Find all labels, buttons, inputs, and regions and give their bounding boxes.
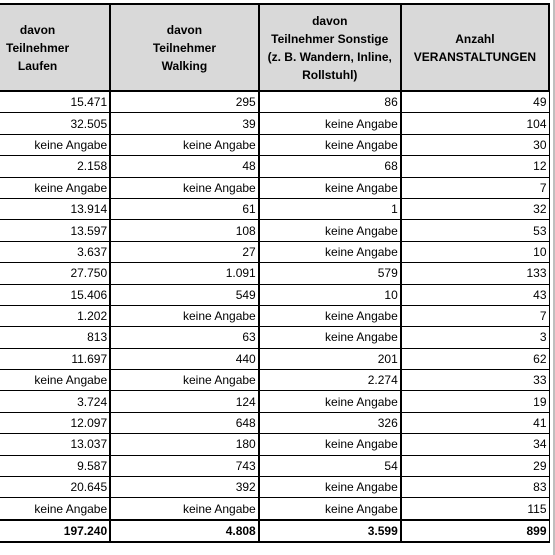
cell-laufen[interactable]: 32.505 [0, 113, 110, 134]
cell-sonstige[interactable]: keine Angabe [259, 241, 401, 262]
table-row [0, 305, 549, 326]
cell-sonstige[interactable]: 326 [259, 412, 401, 433]
header-sonstige-label: davon Teilnehmer Sonstige (z. B. Wandern, Inline, Rollstuhl) [267, 13, 392, 82]
cell-veranstaltungen[interactable]: 29 [401, 455, 549, 476]
cell-laufen[interactable]: 20.645 [0, 477, 110, 498]
cell-laufen[interactable]: 15.406 [0, 284, 110, 305]
cell-veranstaltungen[interactable]: 32 [401, 198, 549, 219]
cell-sonstige[interactable]: keine Angabe [259, 134, 401, 155]
cell-sonstige[interactable]: 68 [259, 156, 401, 177]
table-row [0, 412, 549, 433]
table-row [0, 477, 549, 498]
table-row [0, 177, 549, 198]
cell-walking[interactable]: 63 [110, 327, 259, 348]
cell-veranstaltungen[interactable]: 115 [401, 498, 549, 520]
cell-veranstaltungen[interactable]: 41 [401, 412, 549, 433]
table-row [0, 391, 549, 412]
table-row [0, 263, 549, 284]
cell-veranstaltungen[interactable]: 19 [401, 391, 549, 412]
cell-laufen[interactable]: 27.750 [0, 263, 110, 284]
total-walking[interactable]: 4.808 [110, 520, 259, 542]
cell-walking[interactable]: 39 [110, 113, 259, 134]
cell-laufen[interactable]: 13.914 [0, 198, 110, 219]
table-header [0, 4, 549, 91]
cell-veranstaltungen[interactable]: 33 [401, 370, 549, 391]
header-laufen[interactable] [0, 4, 110, 91]
table-row [0, 498, 549, 520]
cell-walking[interactable]: 124 [110, 391, 259, 412]
cell-veranstaltungen[interactable]: 34 [401, 434, 549, 455]
total-sonstige[interactable]: 3.599 [259, 520, 401, 542]
cell-walking[interactable]: 48 [110, 156, 259, 177]
table-row [0, 241, 549, 262]
cell-walking[interactable]: keine Angabe [110, 177, 259, 198]
cell-laufen[interactable]: keine Angabe [0, 498, 110, 520]
total-row [0, 520, 549, 542]
cell-sonstige[interactable]: 10 [259, 284, 401, 305]
cell-veranstaltungen[interactable]: 7 [401, 305, 549, 326]
cell-laufen[interactable]: 2.158 [0, 156, 110, 177]
cell-walking[interactable]: 440 [110, 348, 259, 369]
cell-veranstaltungen[interactable]: 30 [401, 134, 549, 155]
table-row [0, 284, 549, 305]
cell-veranstaltungen[interactable]: 49 [401, 91, 549, 113]
cell-walking[interactable]: 108 [110, 220, 259, 241]
cell-veranstaltungen[interactable]: 43 [401, 284, 549, 305]
cell-laufen[interactable]: 11.697 [0, 348, 110, 369]
cell-sonstige[interactable]: 54 [259, 455, 401, 476]
cell-laufen[interactable]: keine Angabe [0, 177, 110, 198]
cell-walking[interactable]: 27 [110, 241, 259, 262]
cell-veranstaltungen[interactable]: 104 [401, 113, 549, 134]
cell-walking[interactable]: keine Angabe [110, 370, 259, 391]
cell-walking[interactable]: 743 [110, 455, 259, 476]
cell-walking[interactable]: 1.091 [110, 263, 259, 284]
cell-sonstige[interactable]: keine Angabe [259, 434, 401, 455]
cell-sonstige[interactable]: keine Angabe [259, 220, 401, 241]
cell-sonstige[interactable]: keine Angabe [259, 305, 401, 326]
cell-laufen[interactable]: keine Angabe [0, 134, 110, 155]
participants-table [0, 3, 550, 543]
cell-laufen[interactable]: 13.597 [0, 220, 110, 241]
cell-laufen[interactable]: 12.097 [0, 412, 110, 433]
cell-sonstige[interactable]: keine Angabe [259, 498, 401, 520]
cell-walking[interactable]: keine Angabe [110, 305, 259, 326]
cell-laufen[interactable]: 9.587 [0, 455, 110, 476]
table-row [0, 113, 549, 134]
table-row [0, 348, 549, 369]
cell-sonstige[interactable]: 86 [259, 91, 401, 113]
header-veranstaltungen-label: Anzahl VERANSTALTUNGEN [413, 31, 536, 64]
total-veranstaltungen[interactable]: 899 [401, 520, 549, 542]
header-veranstaltungen[interactable] [401, 4, 549, 91]
header-sonstige[interactable] [259, 4, 401, 91]
cell-sonstige[interactable]: keine Angabe [259, 477, 401, 498]
cell-walking[interactable]: keine Angabe [110, 498, 259, 520]
cell-walking[interactable]: 180 [110, 434, 259, 455]
header-row [0, 4, 549, 91]
table-body [0, 91, 549, 542]
cell-walking[interactable]: 648 [110, 412, 259, 433]
cell-veranstaltungen[interactable]: 62 [401, 348, 549, 369]
cell-laufen[interactable]: 813 [0, 327, 110, 348]
table-row [0, 220, 549, 241]
cell-sonstige[interactable]: 201 [259, 348, 401, 369]
cell-veranstaltungen[interactable]: 3 [401, 327, 549, 348]
cell-laufen[interactable]: keine Angabe [0, 370, 110, 391]
cell-laufen[interactable]: 3.637 [0, 241, 110, 262]
table-row [0, 455, 549, 476]
cell-walking[interactable]: 392 [110, 477, 259, 498]
table-row [0, 156, 549, 177]
cell-walking[interactable]: 549 [110, 284, 259, 305]
total-laufen[interactable]: 197.240 [0, 520, 110, 542]
cell-sonstige[interactable]: keine Angabe [259, 391, 401, 412]
cell-sonstige[interactable]: keine Angabe [259, 177, 401, 198]
cell-veranstaltungen[interactable]: 53 [401, 220, 549, 241]
header-walking-label: davon Teilnehmer Walking [152, 22, 216, 73]
cell-laufen[interactable]: 15.471 [0, 91, 110, 113]
table-row [0, 198, 549, 219]
cell-veranstaltungen[interactable]: 10 [401, 241, 549, 262]
table-row [0, 434, 549, 455]
cell-sonstige[interactable]: 1 [259, 198, 401, 219]
cell-sonstige[interactable]: keine Angabe [259, 113, 401, 134]
cell-veranstaltungen[interactable]: 7 [401, 177, 549, 198]
cell-walking[interactable]: keine Angabe [110, 134, 259, 155]
table-row [0, 327, 549, 348]
header-walking[interactable] [110, 4, 259, 91]
cell-laufen[interactable]: 13.037 [0, 434, 110, 455]
cell-veranstaltungen[interactable]: 83 [401, 477, 549, 498]
cell-veranstaltungen[interactable]: 12 [401, 156, 549, 177]
cell-laufen[interactable]: 1.202 [0, 305, 110, 326]
cell-sonstige[interactable]: keine Angabe [259, 327, 401, 348]
table-row [0, 370, 549, 391]
cell-walking[interactable]: 61 [110, 198, 259, 219]
header-laufen-label: davon Teilnehmer Laufen [6, 22, 70, 73]
cell-sonstige[interactable]: 579 [259, 263, 401, 284]
table-row [0, 91, 549, 113]
table-row [0, 134, 549, 155]
cell-veranstaltungen[interactable]: 133 [401, 263, 549, 284]
cell-sonstige[interactable]: 2.274 [259, 370, 401, 391]
cell-walking[interactable]: 295 [110, 91, 259, 113]
cell-laufen[interactable]: 3.724 [0, 391, 110, 412]
